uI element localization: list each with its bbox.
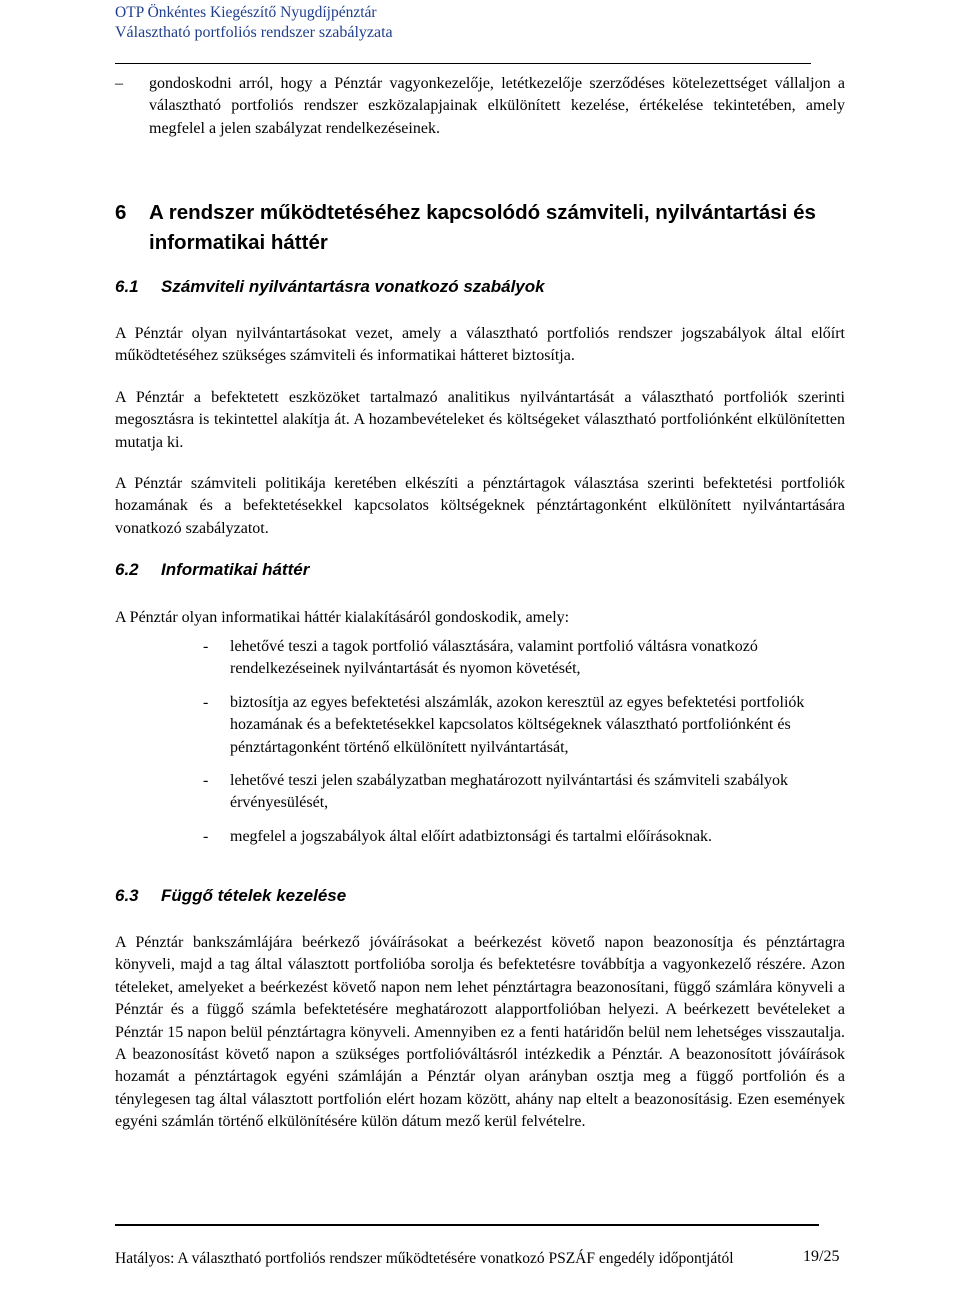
section-title: Számviteli nyilvántartásra vonatkozó szabályok	[161, 277, 545, 296]
list-item	[203, 826, 843, 848]
paragraph: A Pénztár olyan nyilvántartásokat vezet, amely a választható portfoliós rendszer jogszabályok által előírt működtetéséhez szükséges számviteli és informatikai hátteret biztosítja.	[115, 325, 845, 365]
list-dash: -	[203, 693, 209, 711]
paragraph: A Pénztár a befektetett eszközöket tartalmazó analitikus nyilvántartását a választható portfoliók szerinti megosztásra is tekintettel alakítja át. A hozambevételeket és költségeket választható portfoliónként elkülönítetten mutatja ki.	[115, 389, 845, 451]
list-item	[203, 692, 843, 759]
list-item-text: gondoskodni arról, hogy a Pénztár vagyonkezelője, letétkezelője szerződéses kötelezettséget vállaljon a választható portfoliós rendszer eszközalapjainak elkülönített kezelése, értékelése tekintetében, amely megfelel a jelen szabályzat rendelkezéseinek.	[149, 75, 845, 137]
list-item	[203, 636, 843, 681]
list-dash: -	[203, 772, 209, 790]
section-title: Függő tételek kezelése	[161, 886, 347, 905]
section-number: 6.3	[115, 886, 139, 905]
list-dash: -	[203, 827, 209, 845]
list-item-text: biztosítja az egyes befektetési alszámlák, azokon keresztül az egyes befektetési portfoliók hozamának és a befektetésekkel kapcsolatos költségeknek választható portfoliónként és pénztártagonként történő elkülönített nyilvántartását,	[230, 693, 805, 756]
section-number: 6	[115, 201, 127, 224]
page-number: 19/25	[803, 1248, 840, 1265]
paragraph: A Pénztár olyan informatikai háttér kialakításáról gondoskodik, amely:	[115, 609, 570, 626]
section-title: A rendszer működtetéséhez kapcsolódó számviteli, nyilvántartási és informatikai háttér	[149, 201, 816, 254]
header-organization: OTP Önkéntes Kiegészítő Nyugdíjpénztár	[115, 4, 377, 21]
section-number: 6.1	[115, 277, 139, 296]
section-title: Informatikai háttér	[161, 560, 310, 579]
header-rule	[115, 63, 811, 64]
section-number: 6.2	[115, 560, 139, 579]
list-item	[203, 770, 843, 815]
list-dash: -	[203, 638, 209, 655]
paragraph: A Pénztár számviteli politikája keretében elkészíti a pénztártagok választása szerinti befektetési portfoliók hozamának és a befektetésekkel kapcsolatos költségeknek pénztártagonként elkülönített nyilvántartására vonatkozó szabályzatot.	[115, 475, 845, 537]
list-dash: –	[115, 75, 123, 92]
paragraph: A Pénztár bankszámlájára beérkező jóváírásokat a beérkezést követő napon beazonosítja és pénztártagra könyveli, majd a tag által választott portfolióba sorolja és befektetésre továbbítja a vagyonkezelő részére. Azon tételeket, amelyeket a beérkezést követő napon nem lehet pénztártagra beazonosítani, függő számlára könyveli a Pénztár és a függő számla befektetésére meghatározott alapportfolióban helyezi. A beérkezett bevételeket a Pénztár 15 napon belül pénztártagra könyveli. Amennyiben ez a fenti határidőn belül nem lehetséges visszautalja. A beazonosítást követő napon a szükséges portfolióváltásról intézkedik a Pénztár. A beazonosított jóváírások hozamát a pénztártagok egyéni számláján a Pénztár olyan arányban osztja meg a függő portfolión és a ténylegesen tag által választott portfolión elért hozam között, ahány nap eltelt a beazonosításig. Ezen események egyéni számlán történő elkülönítésére külön dátum mező kerül felvételre.	[115, 934, 845, 1131]
list-item-text: megfelel a jogszabályok által előírt adatbiztonsági és tartalmi előírásoknak.	[230, 827, 713, 845]
list-item-text: lehetővé teszi a tagok portfolió választására, valamint portfolió váltásra vonatkozó rendelkezéseinek nyilvántartását és nyomon követését,	[230, 638, 758, 678]
bullet-list	[203, 636, 843, 859]
header-document-title: Választható portfoliós rendszer szabályzata	[115, 24, 393, 41]
footer-effective-date: Hatályos: A választható portfoliós rendszer működtetésére vonatkozó PSZÁF engedély időpontjától	[115, 1250, 734, 1267]
footer-rule	[115, 1224, 819, 1226]
list-item-text: lehetővé teszi jelen szabályzatban meghatározott nyilvántartási és számviteli szabályok érvényesülését,	[230, 772, 788, 812]
